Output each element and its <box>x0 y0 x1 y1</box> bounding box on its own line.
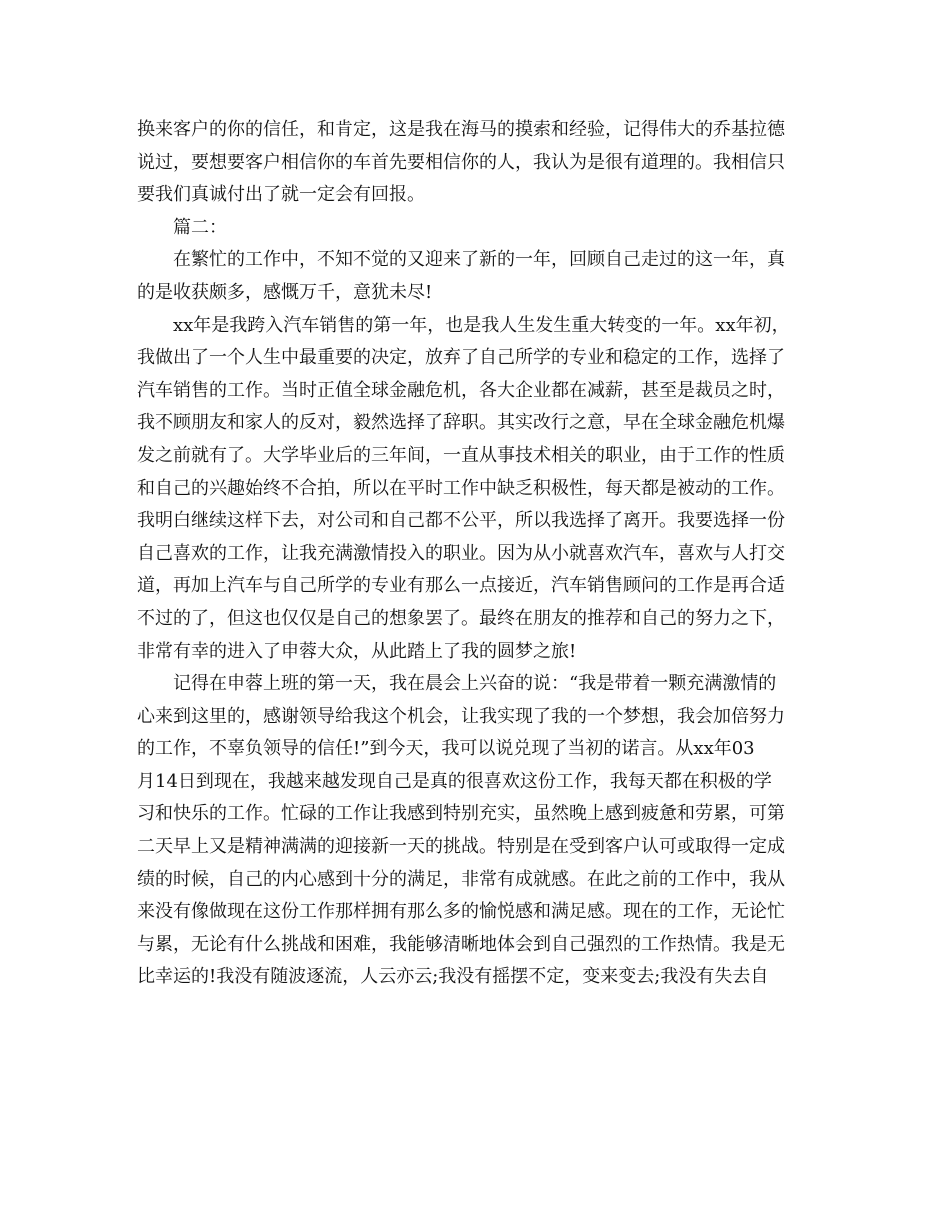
text-line: 月14日到现在，我越来越发现自己是真的很喜欢这份工作，我每天都在积极的学 <box>137 770 772 792</box>
text-line: 习和快乐的工作。忙碌的工作让我感到特别充实，虽然晚上感到疲惫和劳累，可第 <box>137 803 785 825</box>
text-line: 我不顾朋友和家人的反对，毅然选择了辞职。其实改行之意，早在全球金融危机爆 <box>137 412 785 434</box>
text-line: 要我们真诚付出了就一定会有回报。 <box>137 184 425 206</box>
text-line: 心来到这里的，感谢领导给我这个机会，让我实现了我的一个梦想，我会加倍努力 <box>137 705 785 727</box>
text-line: 在繁忙的工作中，不知不觉的又迎来了新的一年，回顾自己走过的这一年，真 <box>173 249 785 271</box>
text-line: 我明白继续这样下去，对公司和自己都不公平，所以我选择了离开。我要选择一份 <box>137 510 785 532</box>
text-line: xx年是我跨入汽车销售的第一年，也是我人生发生重大转变的一年。xx年初， <box>173 314 790 336</box>
text-line: 说过，要想要客户相信你的车首先要相信你的人，我认为是很有道理的。我相信只 <box>137 151 785 173</box>
text-line: 篇二： <box>173 216 227 238</box>
body-text <box>137 114 827 994</box>
text-line: 记得在申蓉上班的第一天，我在晨会上兴奋的说：“我是带着一颗充满激情的 <box>173 673 777 695</box>
text-line: 绩的时候，自己的内心感到十分的满足，非常有成就感。在此之前的工作中，我从 <box>137 868 785 890</box>
text-line: 和自己的兴趣始终不合拍，所以在平时工作中缺乏积极性，每天都是被动的工作。 <box>137 477 785 499</box>
text-line: 道，再加上汽车与自己所学的专业有那么一点接近，汽车销售顾问的工作是再合适 <box>137 575 785 597</box>
text-line: 来没有像做现在这份工作那样拥有那么多的愉悦感和满足感。现在的工作，无论忙 <box>137 901 785 923</box>
text-line: 比幸运的!我没有随波逐流，人云亦云;我没有摇摆不定，变来变去;我没有失去自 <box>137 966 769 988</box>
text-line: 与累，无论有什么挑战和困难，我能够清晰地体会到自己强烈的工作热情。我是无 <box>137 933 785 955</box>
text-line: 汽车销售的工作。当时正值全球金融危机，各大企业都在减薪，甚至是裁员之时， <box>137 379 785 401</box>
text-line: 的是收获颇多，感慨万千，意犹未尽! <box>137 281 433 303</box>
text-line: 的工作，不辜负领导的信任!”到今天，我可以说兑现了当初的诺言。从xx年03 <box>137 738 755 760</box>
text-line: 不过的了，但这也仅仅是自己的想象罢了。最终在朋友的推荐和自己的努力之下， <box>137 607 785 629</box>
text-line: 二天早上又是精神满满的迎接新一天的挑战。特别是在受到客户认可或取得一定成 <box>137 836 785 858</box>
text-line: 发之前就有了。大学毕业后的三年间，一直从事技术相关的职业，由于工作的性质 <box>137 444 785 466</box>
text-line: 自己喜欢的工作，让我充满激情投入的职业。因为从小就喜欢汽车，喜欢与人打交 <box>137 542 785 564</box>
text-line: 我做出了一个人生中最重要的决定，放弃了自己所学的专业和稳定的工作，选择了 <box>137 347 785 369</box>
text-line: 非常有幸的进入了申蓉大众，从此踏上了我的圆梦之旅! <box>137 640 577 662</box>
text-line: 换来客户的你的信任，和肯定，这是我在海马的摸索和经验，记得伟大的乔基拉德 <box>137 119 785 140</box>
